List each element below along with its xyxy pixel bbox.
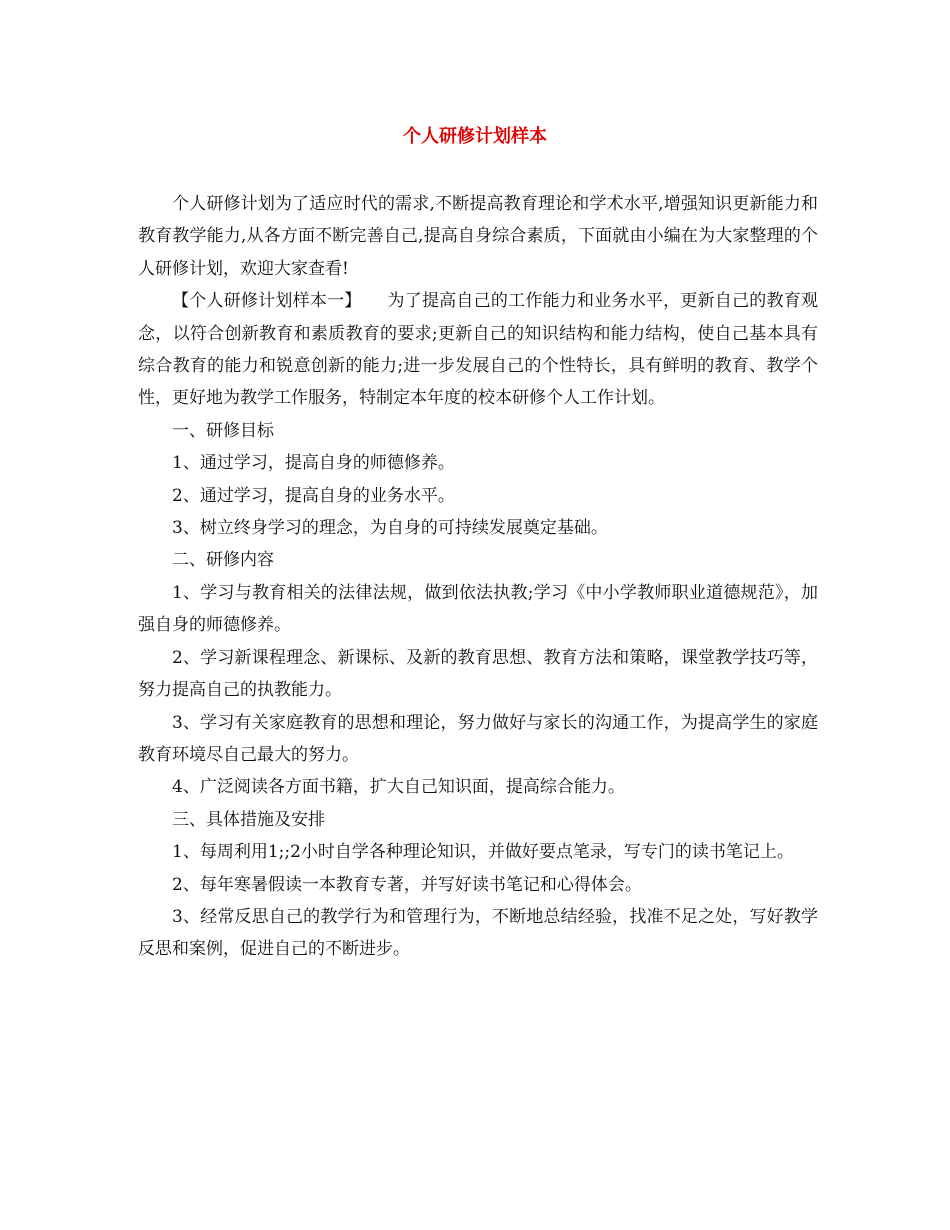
measure-item: 2、每年寒暑假读一本教育专著，并写好读书笔记和心得体会。 [172, 874, 642, 895]
content-item: 3、学习有关家庭教育的思想和理论，努力做好与家长的沟通工作，为提高学生的家庭教育环境尽自己最大的努力。 [138, 712, 818, 765]
measure-item: 3、经常反思自己的教学行为和管理行为，不断地总结经验，找准不足之处，写好教学反思和案例，促进自己的不断进步。 [138, 906, 818, 960]
intro-paragraph: 个人研修计划为了适应时代的需求,不断提高教育理论和学术水平,增强知识更新能力和教育教学能力,从各方面不断完善自己,提高自身综合素质，下面就由小编在为大家整理的个人研修计划，欢迎大家查看! [138, 194, 818, 279]
document-body [138, 188, 818, 966]
measure-item: 1、每周利用1;;2小时自学各种理论知识，并做好要点笔录，写专门的读书笔记上。 [172, 842, 794, 863]
section-heading-measures: 三、具体措施及安排 [172, 809, 325, 830]
content-item: 1、学习与教育相关的法律法规，做到依法执教;学习《中小学教师职业道德规范》，加强自身的师德修养。 [138, 582, 818, 636]
content-item: 2、学习新课程理念、新课标、及新的教育思想、教育方法和策略，课堂教学技巧等，努力提高自己的执教能力。 [138, 647, 818, 701]
document-title: 个人研修计划样本 [403, 126, 547, 147]
sample-one-paragraph: 【个人研修计划样本一】 为了提高自己的工作能力和业务水平，更新自己的教育观念，以符合创新教育和素质教育的要求;更新自己的知识结构和能力结构，使自己基本具有综合教育的能力和锐意创新的能力;进一步发展自己的个性特长，具有鲜明的教育、教学个性，更好地为教学工作服务，特制定本年度的校本研修个人工作计划。 [138, 291, 818, 409]
content-item: 4、广泛阅读各方面书籍，扩大自己知识面，提高综合能力。 [172, 777, 625, 798]
section-heading-goals: 一、研修目标 [172, 420, 274, 441]
goal-item: 2、通过学习，提高自身的业务水平。 [172, 485, 455, 506]
goal-item: 1、通过学习，提高自身的师德修养。 [172, 453, 455, 474]
goal-item: 3、树立终身学习的理念，为自身的可持续发展奠定基础。 [172, 518, 608, 539]
section-heading-content: 二、研修内容 [172, 550, 274, 571]
